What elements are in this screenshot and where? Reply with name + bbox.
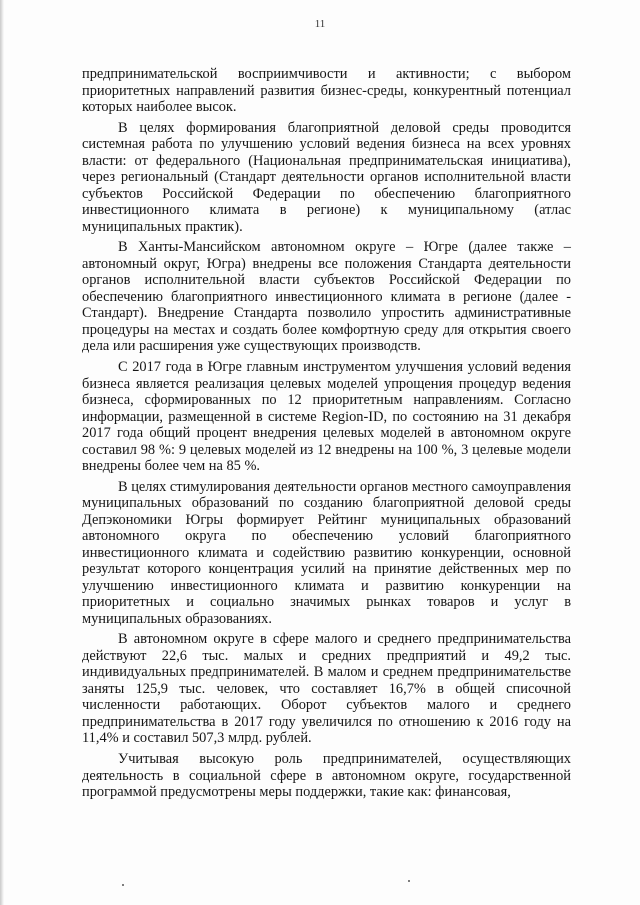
paragraph-business-environment: В целях формирования благоприятной деловой среды проводится системная работа по улучшению условий ведения бизнеса на всех уровнях власти: от федерального (Национальная предпринимательская инициатива), через региональный (Стандарт деятельности органов исполнительной власти субъектов Российской Федерации по обеспечению благоприятного инвестиционного климата в регионе) к муниципальному (атлас муниципальных практик). [82,119,571,235]
scan-speck [408,880,410,882]
paragraph-target-models: С 2017 года в Югре главным инструментом улучшения условий ведения бизнеса является реализация целевых моделей упрощения процедур ведения бизнеса, сформированных по 12 приоритетным направлениям. Согласно информации, размещенной в системе Region-ID, по состоянию на 31 декабря 2017 года общий процент внедрения целевых моделей в автономном округе составил 98 %: 9 целевых моделей из 12 внедрены на 100 %, 3 целевые модели внедрены более чем на 85 %. [82,359,571,475]
document-body [82,66,571,805]
paragraph-social-entrepreneurs: Учитывая высокую роль предпринимателей, осуществляющих деятельность в социальной сфере в автономном округе, государственной программой предусмотрены меры поддержки, такие как: финансовая, [82,751,571,801]
paragraph-sme-statistics: В автономном округе в сфере малого и среднего предпринимательства действуют 22,6 тыс. малых и средних предприятий и 49,2 тыс. индивидуальных предпринимателей. В малом и среднем предпринимательстве заняты 125,9 тыс. человек, что составляет 16,7% в общей списочной численности работающих. Оборот субъектов малого и среднего предпринимательства в 2017 году увеличился по отношению к 2016 году на 11,4% и составил 507,3 млрд. рублей. [82,631,571,747]
paragraph-standard-implementation: В Ханты-Мансийском автономном округе – Югре (далее также – автономный округ, Югра) внедрены все положения Стандарта деятельности органов исполнительной власти субъектов Российской Федерации по обеспечению благоприятного инвестиционного климата в регионе (далее - Стандарт). Внедрение Стандарта позволило упростить административные процедуры на местах и создать более комфортную среду для открытия своего дела или расширения уже существующих производств. [82,239,571,355]
paragraph-continuation: предпринимательской восприимчивости и активности; с выбором приоритетных направлений развития бизнес-среды, конкурентный потенциал которых наиболее высок. [82,66,571,115]
scan-speck [122,884,124,886]
scan-edge [0,0,4,905]
paragraph-municipal-rating: В целях стимулирования деятельности органов местного самоуправления муниципальных образований по созданию благоприятной деловой среды Депэкономики Югры формирует Рейтинг муниципальных образований автономного округа по обеспечению условий благоприятного инвестиционного климата и содействию развитию конкуренции, основной результат которого концентрация усилий на принятие действенных мер по улучшению инвестиционного климата и развитию конкуренции на приоритетных и социально значимых рынках товаров и услуг в муниципальных образованиях. [82,478,571,627]
page-number: 11 [314,18,326,30]
